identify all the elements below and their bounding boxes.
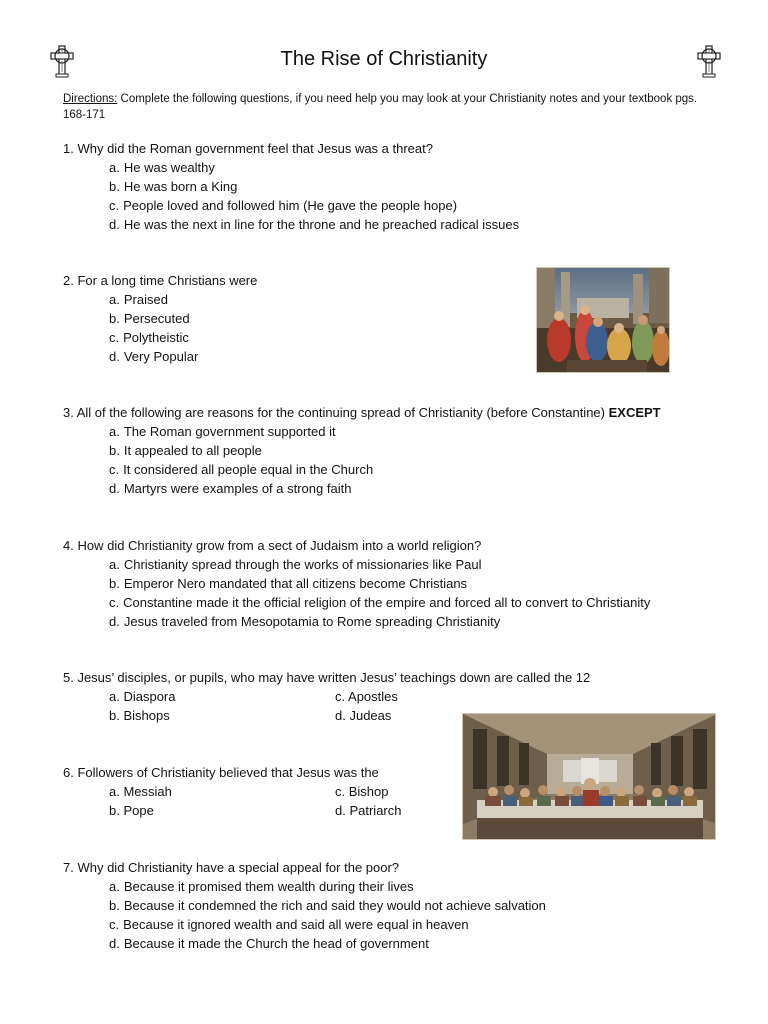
answer-option <box>335 687 398 706</box>
answer-option <box>63 347 257 366</box>
option-letter: c. <box>335 689 346 704</box>
question-number: 6. <box>63 765 74 780</box>
answer-option <box>63 479 661 498</box>
temple-painting-image <box>536 267 670 373</box>
answer-option <box>63 896 546 915</box>
last-supper-painting-image <box>462 713 716 840</box>
question-number: 3. <box>63 405 74 420</box>
option-text: Very Popular <box>123 349 199 364</box>
option-letter: b. <box>109 576 120 591</box>
option-letter: c. <box>109 595 120 610</box>
page-title: The Rise of Christianity <box>280 48 488 70</box>
answer-row <box>63 782 389 801</box>
option-letter: d. <box>109 614 120 629</box>
question-text: Why did the Roman government feel that Jesus was a threat? <box>77 141 433 156</box>
question-7 <box>63 858 546 953</box>
option-letter: a. <box>109 292 120 307</box>
answer-option <box>63 290 257 309</box>
question-1 <box>63 139 519 234</box>
option-text: Pope <box>123 803 154 818</box>
question-stem <box>63 403 661 422</box>
option-letter: c. <box>109 198 120 213</box>
option-text: Praised <box>123 292 168 307</box>
answer-option <box>63 612 650 631</box>
question-number: 7. <box>63 860 74 875</box>
question-number: 1. <box>63 141 74 156</box>
answer-option <box>335 782 389 801</box>
question-text: How did Christianity grow from a sect of Judaism into a world religion? <box>77 538 482 553</box>
option-letter: c. <box>109 462 120 477</box>
option-text: Because it promised them wealth during their lives <box>123 879 414 894</box>
option-text: Persecuted <box>123 311 190 326</box>
question-text: All of the following are reasons for the continuing spread of Christianity (before Constantine) <box>76 405 609 420</box>
option-text: He was the next in line for the throne and he preached radical issues <box>123 217 520 232</box>
question-stem <box>63 668 590 687</box>
option-text: Bishop <box>348 784 389 799</box>
answer-option <box>63 441 661 460</box>
option-letter: b. <box>109 803 120 818</box>
answer-option <box>63 309 257 328</box>
option-text: Because it condemned the rich and said they would not achieve salvation <box>123 898 546 913</box>
answer-option <box>109 687 176 706</box>
option-letter: a. <box>109 424 120 439</box>
directions-label: Directions: <box>63 93 118 105</box>
option-letter: d. <box>109 936 120 951</box>
answer-option <box>63 555 650 574</box>
option-text: Apostles <box>348 689 398 704</box>
question-4 <box>63 536 650 631</box>
option-text: It considered all people equal in the Church <box>123 462 374 477</box>
option-text: Because it ignored wealth and said all were equal in heaven <box>123 917 469 932</box>
question-number: 5. <box>63 670 74 685</box>
answer-option <box>63 177 519 196</box>
answer-option <box>63 460 661 479</box>
option-text: Martyrs were examples of a strong faith <box>123 481 352 496</box>
question-stem <box>63 271 257 290</box>
answer-option <box>63 574 650 593</box>
option-text: Christianity spread through the works of missionaries like Paul <box>123 557 482 572</box>
answer-option <box>63 215 519 234</box>
answer-option <box>63 328 257 347</box>
question-stem <box>63 858 546 877</box>
question-stem <box>63 139 519 158</box>
option-text: Jesus traveled from Mesopotamia to Rome spreading Christianity <box>123 614 501 629</box>
answer-option <box>335 801 402 820</box>
option-letter: d. <box>109 217 120 232</box>
answer-option <box>63 593 650 612</box>
option-letter: b. <box>109 898 120 913</box>
option-letter: c. <box>109 330 120 345</box>
option-text: Constantine made it the official religion of the empire and forced all to convert to Christianity <box>123 595 651 610</box>
question-stem <box>63 763 379 782</box>
option-text: It appealed to all people <box>123 443 262 458</box>
question-text: Why did Christianity have a special appeal for the poor? <box>77 860 400 875</box>
option-text: Emperor Nero mandated that all citizens become Christians <box>123 576 468 591</box>
option-letter: b. <box>109 443 120 458</box>
question-stem <box>63 536 650 555</box>
option-text: People loved and followed him (He gave the people hope) <box>123 198 458 213</box>
option-letter: d. <box>335 803 346 818</box>
question-text: Followers of Christianity believed that Jesus was the <box>77 765 379 780</box>
answer-option <box>63 158 519 177</box>
answer-option <box>335 706 391 725</box>
answer-option <box>63 422 661 441</box>
option-text: He was born a King <box>123 179 238 194</box>
option-letter: c. <box>335 784 346 799</box>
question-3 <box>63 403 661 498</box>
option-text: He was wealthy <box>123 160 215 175</box>
question-number: 2. <box>63 273 74 288</box>
option-letter: a. <box>109 689 120 704</box>
option-text: Messiah <box>123 784 172 799</box>
answer-option <box>109 782 172 801</box>
option-letter: d. <box>109 349 120 364</box>
question-2 <box>63 271 257 366</box>
question-emphasis: EXCEPT <box>608 405 661 420</box>
question-number: 4. <box>63 538 74 553</box>
option-text: Judeas <box>349 708 392 723</box>
directions-text: Complete the following questions, if you need help you may look at your Christianity notes and your textbook pgs. 168-171 <box>63 93 698 121</box>
option-text: Patriarch <box>349 803 402 818</box>
option-text: Bishops <box>123 708 170 723</box>
answer-row <box>63 801 402 820</box>
option-letter: b. <box>109 311 120 326</box>
directions <box>63 91 713 123</box>
answer-option <box>63 915 546 934</box>
answer-row <box>63 687 590 706</box>
option-letter: a. <box>109 557 120 572</box>
answer-option <box>63 877 546 896</box>
answer-option <box>63 196 519 215</box>
answer-option <box>63 934 546 953</box>
option-letter: b. <box>109 179 120 194</box>
option-text: Because it made the Church the head of government <box>123 936 429 951</box>
option-letter: a. <box>109 784 120 799</box>
option-letter: d. <box>109 481 120 496</box>
answer-option <box>109 801 154 820</box>
option-letter: b. <box>109 708 120 723</box>
question-text: Jesus’ disciples, or pupils, who may have written Jesus’ teachings down are called the 12 <box>73 670 591 685</box>
option-letter: c. <box>109 917 120 932</box>
option-text: Polytheistic <box>123 330 189 345</box>
question-6 <box>63 763 402 820</box>
option-letter: a. <box>109 160 120 175</box>
question-text: For a long time Christians were <box>77 273 258 288</box>
option-letter: d. <box>335 708 346 723</box>
answer-option <box>109 706 170 725</box>
option-letter: a. <box>109 879 120 894</box>
option-text: Diaspora <box>123 689 176 704</box>
option-text: The Roman government supported it <box>123 424 336 439</box>
